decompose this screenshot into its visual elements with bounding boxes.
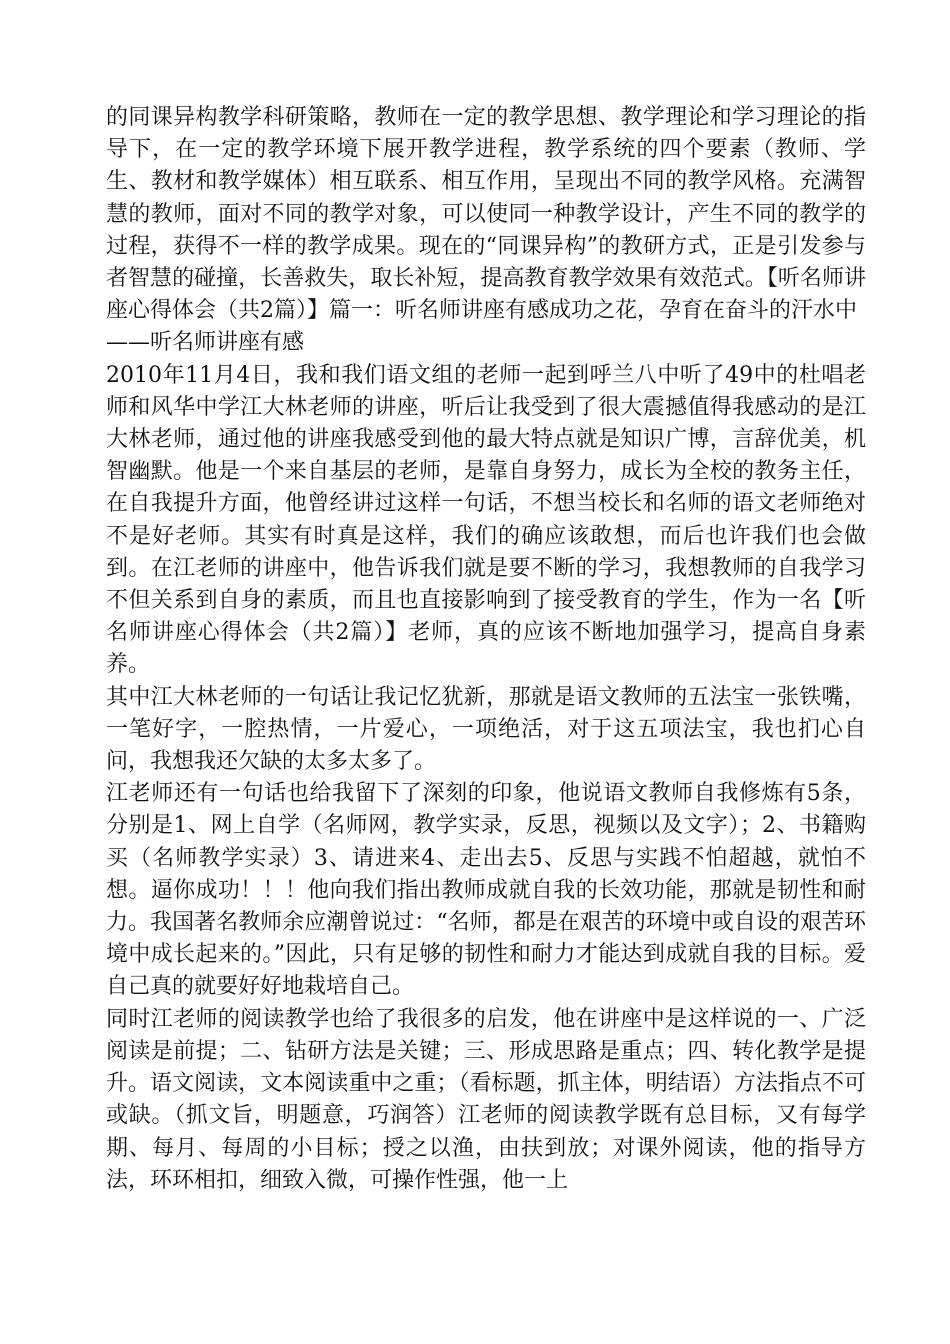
paragraph-subtitle: ——听名师讲座有感 <box>106 330 305 356</box>
document-body <box>106 102 866 1197</box>
paragraph-reading-teaching: 同时江老师的阅读教学也给了我很多的启发，他在讲座中是这样说的一、广泛阅读是前提；二、钻研方法是关键；三、形成思路是重点；四、转化教学是提升。语文阅读，文本阅读重中之重；（看标题，抓主体，明结语）方法指点不可或缺。（抓文旨，明题意，巧润答）江老师的阅读教学既有总目标，又有每学期、每月、每周的小目标；授之以渔，由扶到放；对课外阅读，他的指导方法，环环相扣，细致入微，可操作性强，他一上 <box>106 1006 866 1193</box>
paragraph-lecture-date: 2010年11月4日，我和我们语文组的老师一起到呼兰八中听了49中的杜唱老师和风华中学江大林老师的讲座，听后让我受到了很大震撼值得我感动的是江大林老师，通过他的讲座我感受到他的最大特点就是知识广博，言辞优美，机智幽默。他是一个来自基层的老师，是靠自身努力，成长为全校的教务主任，在自我提升方面，他曾经讲过这样一句话，不想当校长和名师的语文老师绝对不是好老师。其实有时真是这样，我们的确应该敢想，而后也许我们也会做到。在江老师的讲座中，他告诉我们就是要不断的学习，我想教师的自我学习不但关系到自身的素质，而且也直接影响到了接受教育的学生，作为一名【听名师讲座心得体会（共2篇）】老师，真的应该不断地加强学习，提高自身素养。 <box>106 362 866 678</box>
paragraph-self-cultivation: 江老师还有一句话也给我留下了深刻的印象，他说语文教师自我修炼有5条，分别是1、网上自学（名师网，教学实录，反思，视频以及文字）；2、书籍购买（名师教学实录）3、请进来4、走出去5、反思与实践不怕超越，就怕不想。逼你成功！！！他向我们指出教师成就自我的长效功能，那就是韧性和耐力。我国著名教师余应潮曾说过：“名师，都是在艰苦的环境中或自设的艰苦环境中成长起来的。”因此，只有足够的韧性和耐力才能达到成就自我的目标。爱自己真的就要好好地栽培自己。 <box>106 781 866 1000</box>
paragraph-five-treasures: 其中江大林老师的一句话让我记忆犹新，那就是语文教师的五法宝一张铁嘴，一笔好字，一腔热情，一片爱心，一项绝活，对于这五项法宝，我也扪心自问，我想我还欠缺的太多太多了。 <box>106 684 866 775</box>
paragraph-intro: 的同课异构教学科研策略，教师在一定的教学思想、教学理论和学习理论的指导下，在一定的教学环境下展开教学进程，教学系统的四个要素（教师、学生、教材和教学媒体）相互联系、相互作用，呈现出不同的教学风格。充满智慧的教师，面对不同的教学对象，可以使同一种教学设计，产生不同的教学的过程，获得不一样的教学成果。现在的“同课异构”的教研方式，正是引发参与者智慧的碰撞，长善救失，取长补短，提高教育教学效果有效范式。【听名师讲座心得体会（共2篇）】篇一：听名师讲座有感成功之花，孕育在奋斗的汗水中 <box>106 105 866 324</box>
